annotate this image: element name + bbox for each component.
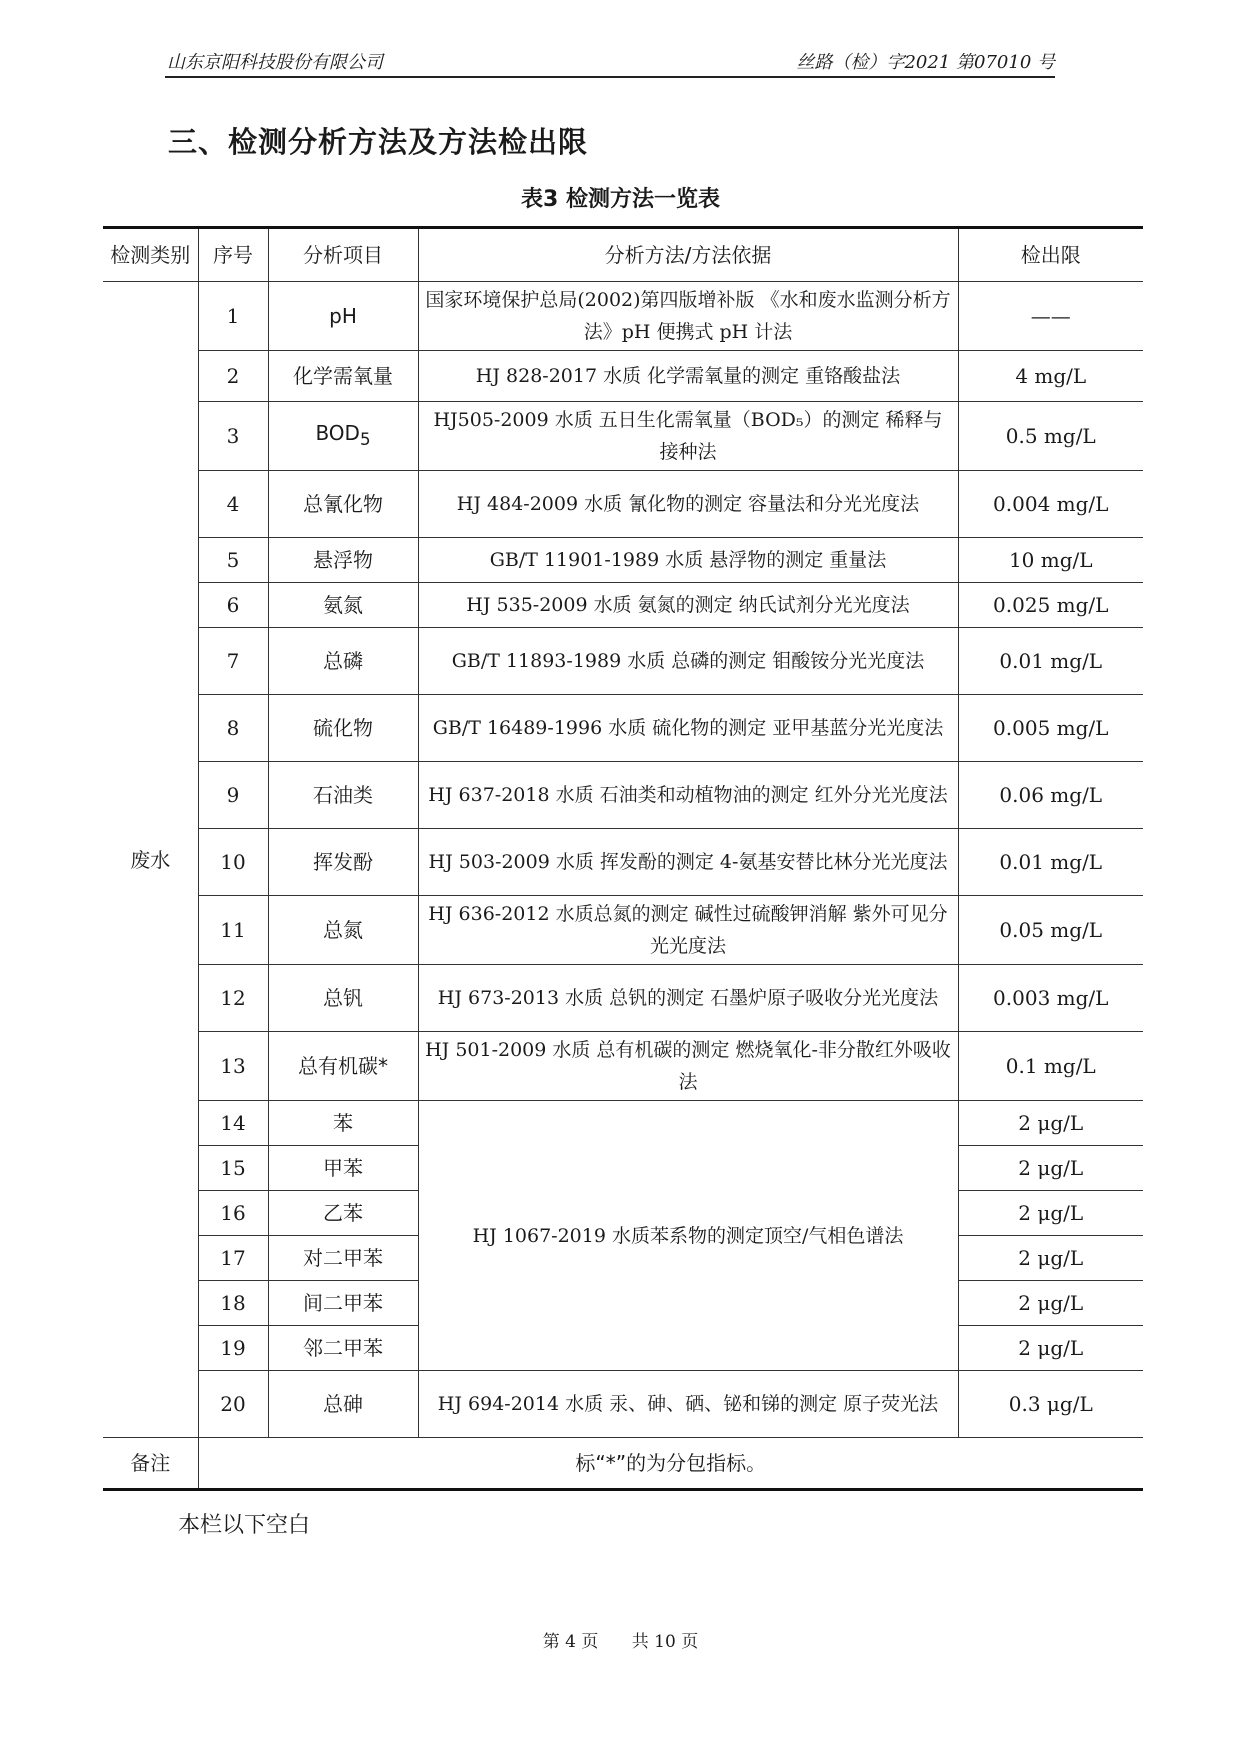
row-item: 总氮: [268, 896, 418, 965]
row-item: 挥发酚: [268, 829, 418, 896]
row-item: 甲苯: [268, 1146, 418, 1191]
row-no: 18: [198, 1281, 268, 1326]
table-row: [103, 965, 1143, 1032]
row-limit: 0.025 mg/L: [958, 583, 1143, 628]
row-method: HJ505-2009 水质 五日生化需氧量（BOD₅）的测定 稀释与接种法: [418, 402, 958, 471]
row-limit: 2 μg/L: [958, 1281, 1143, 1326]
row-item: 苯: [268, 1101, 418, 1146]
row-method: HJ 828-2017 水质 化学需氧量的测定 重铬酸盐法: [418, 351, 958, 402]
row-method: GB/T 11893-1989 水质 总磷的测定 钼酸铵分光光度法: [418, 628, 958, 695]
section-title: 三、检测分析方法及方法检出限: [168, 125, 589, 159]
table-row: [103, 583, 1143, 628]
row-method: HJ 673-2013 水质 总钒的测定 石墨炉原子吸收分光光度法: [418, 965, 958, 1032]
row-item-text: BOD: [315, 420, 360, 445]
row-method: HJ 484-2009 水质 氰化物的测定 容量法和分光光度法: [418, 471, 958, 538]
row-item: 总砷: [268, 1371, 418, 1438]
row-no: 1: [198, 282, 268, 351]
row-method: HJ 501-2009 水质 总有机碳的测定 燃烧氧化-非分散红外吸收法: [418, 1032, 958, 1101]
table-row: [103, 471, 1143, 538]
row-limit: 4 mg/L: [958, 351, 1143, 402]
row-item: 总钒: [268, 965, 418, 1032]
row-item: 石油类: [268, 762, 418, 829]
row-method: HJ 535-2009 水质 氨氮的测定 纳氏试剂分光光度法: [418, 583, 958, 628]
row-limit: 0.01 mg/L: [958, 628, 1143, 695]
row-method: HJ 636-2012 水质总氮的测定 碱性过硫酸钾消解 紫外可见分光光度法: [418, 896, 958, 965]
row-method: GB/T 16489-1996 水质 硫化物的测定 亚甲基蓝分光光度法: [418, 695, 958, 762]
row-item: 总有机碳*: [268, 1032, 418, 1101]
col-header-category: 检测类别: [103, 228, 198, 282]
row-item: 间二甲苯: [268, 1281, 418, 1326]
note-text: 标“*”的为分包指标。: [198, 1438, 1143, 1490]
row-no: 17: [198, 1236, 268, 1281]
page-total: 共 10 页: [631, 1632, 699, 1652]
row-limit: 2 μg/L: [958, 1236, 1143, 1281]
blank-below-note: 本栏以下空白: [178, 1513, 311, 1538]
row-item: 邻二甲苯: [268, 1326, 418, 1371]
row-item: 化学需氧量: [268, 351, 418, 402]
row-no: 10: [198, 829, 268, 896]
row-item-subscript: 5: [359, 429, 371, 449]
row-no: 13: [198, 1032, 268, 1101]
row-item: 总氰化物: [268, 471, 418, 538]
row-method: GB/T 11901-1989 水质 悬浮物的测定 重量法: [418, 538, 958, 583]
row-method: 国家环境保护总局(2002)第四版增补版 《水和废水监测分析方法》pH 便携式 pH 计法: [418, 282, 958, 351]
row-no: 9: [198, 762, 268, 829]
row-no: 19: [198, 1326, 268, 1371]
methods-table: [103, 226, 1143, 1491]
row-limit: ——: [958, 282, 1143, 351]
table-header-row: [103, 228, 1143, 282]
report-number: 丝路（检）字2021 第07010 号: [796, 52, 1055, 73]
row-limit: 0.004 mg/L: [958, 471, 1143, 538]
row-no: 15: [198, 1146, 268, 1191]
row-item: pH: [268, 282, 418, 351]
table-row: [103, 1101, 1143, 1146]
row-no: 2: [198, 351, 268, 402]
col-header-method: 分析方法/方法依据: [418, 228, 958, 282]
col-header-no: 序号: [198, 228, 268, 282]
table-row: [103, 695, 1143, 762]
category-cell: 废水: [103, 282, 198, 1438]
row-item: 悬浮物: [268, 538, 418, 583]
table-title: 表3 检测方法一览表: [521, 187, 720, 212]
row-method: HJ 637-2018 水质 石油类和动植物油的测定 红外分光光度法: [418, 762, 958, 829]
page-header: [165, 44, 1055, 78]
row-no: 16: [198, 1191, 268, 1236]
row-item: 硫化物: [268, 695, 418, 762]
note-label: 备注: [103, 1438, 198, 1490]
row-limit: 0.05 mg/L: [958, 896, 1143, 965]
shared-method-cell: HJ 1067-2019 水质苯系物的测定顶空/气相色谱法: [418, 1101, 958, 1371]
row-method: HJ 694-2014 水质 汞、砷、硒、铋和锑的测定 原子荧光法: [418, 1371, 958, 1438]
row-limit: 0.06 mg/L: [958, 762, 1143, 829]
table-row: [103, 762, 1143, 829]
row-no: 11: [198, 896, 268, 965]
row-limit: 2 μg/L: [958, 1146, 1143, 1191]
col-header-limit: 检出限: [958, 228, 1143, 282]
row-no: 14: [198, 1101, 268, 1146]
company-name: 山东京阳科技股份有限公司: [167, 52, 383, 73]
row-limit: 2 μg/L: [958, 1326, 1143, 1371]
row-limit: 0.1 mg/L: [958, 1032, 1143, 1101]
row-limit: 0.005 mg/L: [958, 695, 1143, 762]
table-row: [103, 282, 1143, 351]
table-row: [103, 1032, 1143, 1101]
table-row: [103, 402, 1143, 471]
row-no: 4: [198, 471, 268, 538]
row-item: 乙苯: [268, 1191, 418, 1236]
row-item: 总磷: [268, 628, 418, 695]
row-item: 对二甲苯: [268, 1236, 418, 1281]
row-item: [268, 402, 418, 471]
row-method: HJ 503-2009 水质 挥发酚的测定 4-氨基安替比林分光光度法: [418, 829, 958, 896]
row-no: 12: [198, 965, 268, 1032]
row-no: 3: [198, 402, 268, 471]
table-row: [103, 538, 1143, 583]
page-footer: [0, 1627, 1241, 1652]
row-no: 7: [198, 628, 268, 695]
row-limit: 2 μg/L: [958, 1191, 1143, 1236]
row-no: 8: [198, 695, 268, 762]
table-row: [103, 351, 1143, 402]
row-limit: 0.01 mg/L: [958, 829, 1143, 896]
col-header-item: 分析项目: [268, 228, 418, 282]
row-item: 氨氮: [268, 583, 418, 628]
row-limit: 0.3 μg/L: [958, 1371, 1143, 1438]
table-row: [103, 1371, 1143, 1438]
row-limit: 10 mg/L: [958, 538, 1143, 583]
page-number: 第 4 页: [542, 1632, 599, 1652]
table-row: [103, 829, 1143, 896]
row-no: 6: [198, 583, 268, 628]
table-row: [103, 628, 1143, 695]
row-no: 20: [198, 1371, 268, 1438]
note-row: [103, 1438, 1143, 1490]
row-limit: 2 μg/L: [958, 1101, 1143, 1146]
row-limit: 0.5 mg/L: [958, 402, 1143, 471]
table-row: [103, 896, 1143, 965]
row-limit: 0.003 mg/L: [958, 965, 1143, 1032]
row-no: 5: [198, 538, 268, 583]
